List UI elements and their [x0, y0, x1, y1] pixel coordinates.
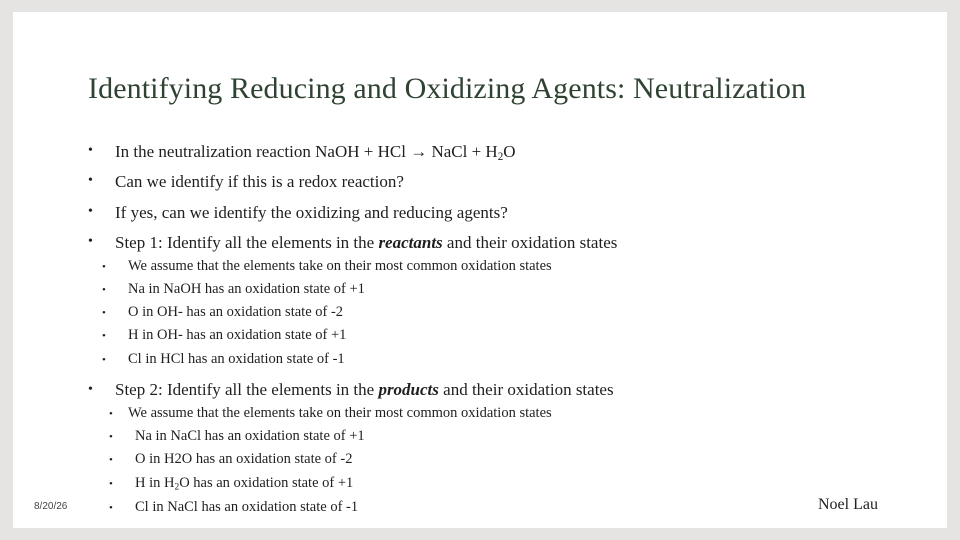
sub-bullet-item: Na in NaCl has an oxidation state of +1	[135, 428, 365, 444]
emphasis-reactants: reactants	[378, 233, 443, 252]
bullet-marker: •	[88, 143, 93, 158]
emphasis-products: products	[378, 380, 439, 399]
bullet-neutralization-reaction	[115, 142, 516, 162]
bullet-marker: •	[109, 502, 113, 514]
subscript: 2	[497, 150, 504, 163]
bullet-text: O	[503, 142, 516, 161]
bullet-text: NaCl + H	[427, 142, 498, 161]
bullet-marker: •	[102, 261, 106, 273]
sub-bullet-item: Cl in HCl has an oxidation state of -1	[128, 351, 345, 367]
arrow-right-icon: →	[410, 142, 428, 161]
bullet-marker: •	[109, 454, 113, 466]
sub-bullet-assumption: We assume that the elements take on their most common oxidation states	[128, 405, 552, 421]
bullet-marker: •	[102, 330, 106, 342]
sub-bullet-item: H in OH- has an oxidation state of +1	[128, 327, 347, 343]
bullet-text: and their oxidation states	[438, 380, 614, 399]
bullet-text: O has an oxidation state of +1	[179, 475, 354, 491]
slide-title: Identifying Reducing and Oxidizing Agents: Neutralization	[88, 72, 807, 105]
bullet-marker: •	[88, 234, 93, 249]
bullet-text: Step 2: Identify all the elements in the	[115, 380, 379, 399]
footer-date: 8/20/26	[34, 501, 68, 512]
sub-bullet-assumption: We assume that the elements take on their most common oxidation states	[128, 258, 552, 274]
sub-bullet-item: Na in NaOH has an oxidation state of +1	[128, 281, 365, 297]
bullet-marker: •	[102, 307, 106, 319]
bullet-marker: •	[102, 284, 106, 296]
bullet-text: In the neutralization reaction NaOH + HCl	[115, 142, 411, 161]
bullet-marker: •	[88, 382, 93, 397]
bullet-marker: •	[109, 431, 113, 443]
sub-bullet-item: O in H2O has an oxidation state of -2	[135, 451, 353, 467]
bullet-marker: •	[88, 204, 93, 219]
bullet-marker: •	[109, 478, 113, 490]
bullet-agents-question: If yes, can we identify the oxidizing and reducing agents?	[115, 203, 508, 222]
bullet-marker: •	[102, 354, 106, 366]
bullet-step1	[115, 233, 617, 253]
bullet-marker: •	[88, 173, 93, 188]
bullet-text: Step 1: Identify all the elements in the	[115, 233, 379, 252]
sub-bullet-item: Cl in NaCl has an oxidation state of -1	[135, 499, 359, 515]
bullet-marker: •	[109, 408, 113, 420]
sub-bullet-item	[135, 475, 353, 492]
bullet-text: H in H	[135, 475, 175, 491]
subscript: 2	[174, 482, 180, 493]
bullet-redox-question: Can we identify if this is a redox reaction?	[115, 172, 404, 191]
bullet-text: and their oxidation states	[442, 233, 618, 252]
bullet-step2	[115, 380, 614, 400]
footer-author: Noel Lau	[818, 496, 878, 513]
sub-bullet-item: O in OH- has an oxidation state of -2	[128, 304, 344, 320]
